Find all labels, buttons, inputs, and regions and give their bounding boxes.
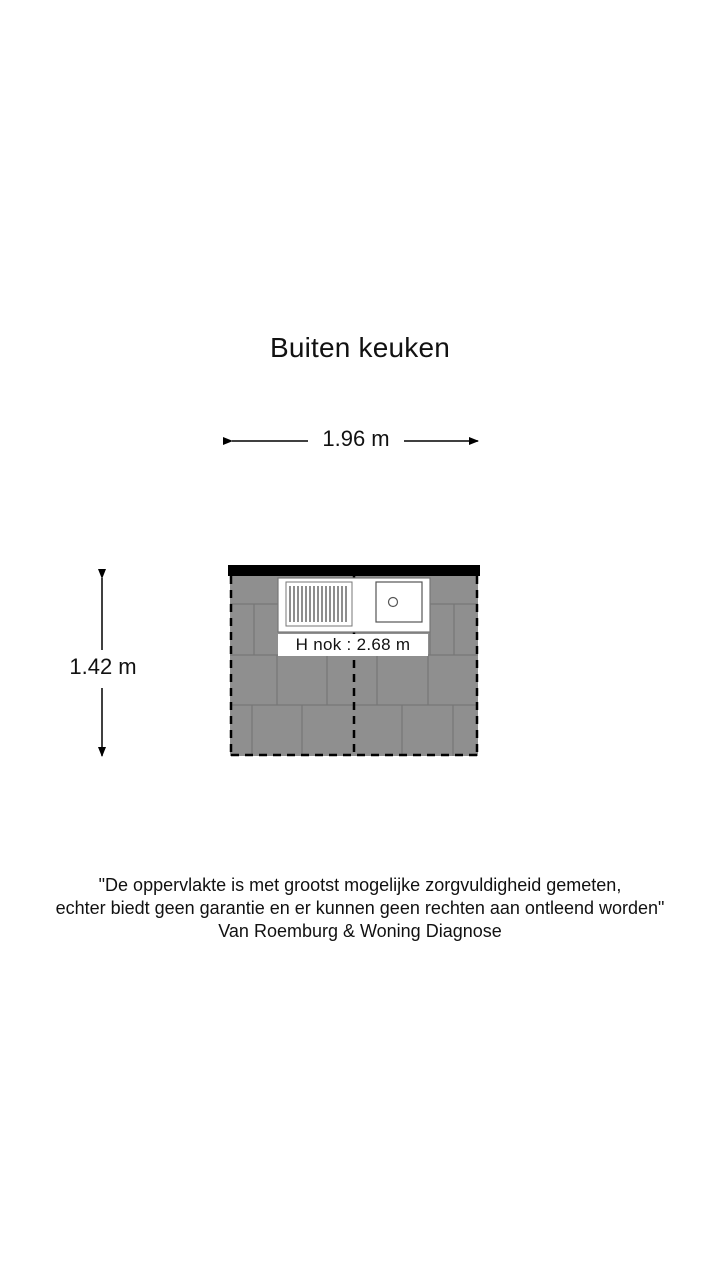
kitchen-counter: [278, 578, 430, 632]
disclaimer-line-2: echter biedt geen garantie en er kunnen geen rechten aan ontleend worden": [55, 898, 665, 918]
disclaimer-company: Van Roemburg & Woning Diagnose: [218, 921, 502, 941]
grill-icon: [286, 582, 352, 626]
disclaimer: [0, 874, 720, 943]
disclaimer-line-1: "De oppervlakte is met grootst mogelijke zorgvuldigheid gemeten,: [98, 875, 622, 895]
plan-title: Buiten keuken: [269, 332, 451, 363]
ridge-height-label: H nok : 2.68 m: [278, 634, 428, 656]
width-dimension-label: 1.96 m: [308, 426, 404, 452]
sink-icon: [376, 582, 422, 622]
height-dimension-label: 1.42 m: [56, 654, 150, 680]
wall: [228, 565, 480, 576]
